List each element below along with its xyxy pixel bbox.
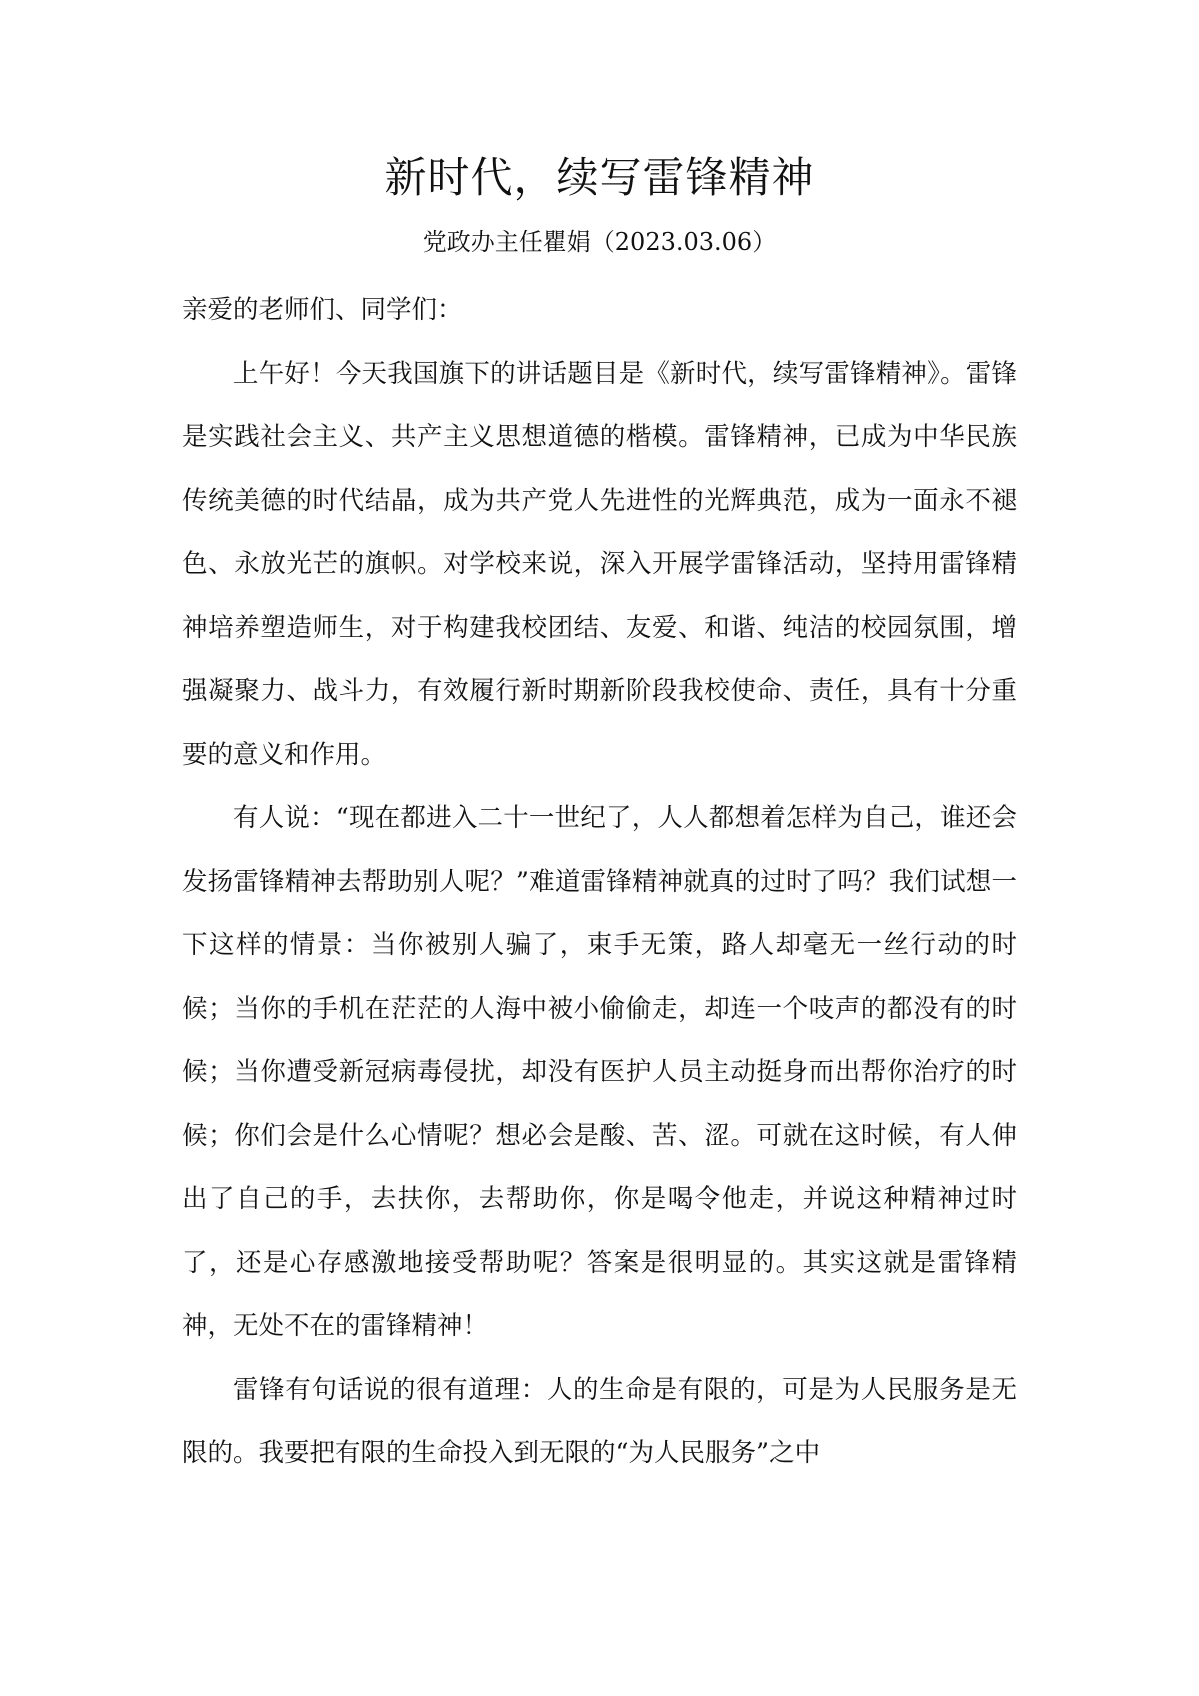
paragraph: 上午好！今天我国旗下的讲话题目是《新时代，续写雷锋精神》。雷锋是实践社会主义、共产主义思想道德的楷模。雷锋精神，已成为中华民族传统美德的时代结晶，成为共产党人先进性的光辉典范，成为一面永不褪色、永放光芒的旗帜。对学校来说，深入开展学雷锋活动，坚持用雷锋精神培养塑造师生，对于构建我校团结、友爱、和谐、纯洁的校园氛围，增强凝聚力、战斗力，有效履行新时期新阶段我校使命、责任，具有十分重要的意义和作用。 <box>182 358 1017 770</box>
document-body <box>182 279 1017 1486</box>
paragraph: 雷锋有句话说的很有道理：人的生命是有限的，可是为人民服务是无限的。我要把有限的生命投入到无限的“为人民服务”之中 <box>182 1374 1017 1468</box>
salutation: 亲爱的老师们、同学们： <box>182 295 463 325</box>
paragraph: 有人说：“现在都进入二十一世纪了，人人都想着怎样为自己，谁还会发扬雷锋精神去帮助别人呢？”难道雷锋精神就真的过时了吗？我们试想一下这样的情景：当你被别人骗了，束手无策，路人却毫无一丝行动的时候；当你的手机在茫茫的人海中被小偷偷走，却连一个吱声的都没有的时候；当你遭受新冠病毒侵扰，却没有医护人员主动挺身而出帮你治疗的时候；你们会是什么心情呢？想必会是酸、苦、涩。可就在这时候，有人伸出了自己的手，去扶你，去帮助你，你是喝令他走，并说这种精神过时了，还是心存感激地接受帮助呢？答案是很明显的。其实这就是雷锋精神，无处不在的雷锋精神！ <box>182 803 1017 1341</box>
document-title: 新时代，续写雷锋精神 <box>384 153 815 202</box>
document-byline: 党政办主任瞿娟（2023.03.06） <box>422 228 777 256</box>
